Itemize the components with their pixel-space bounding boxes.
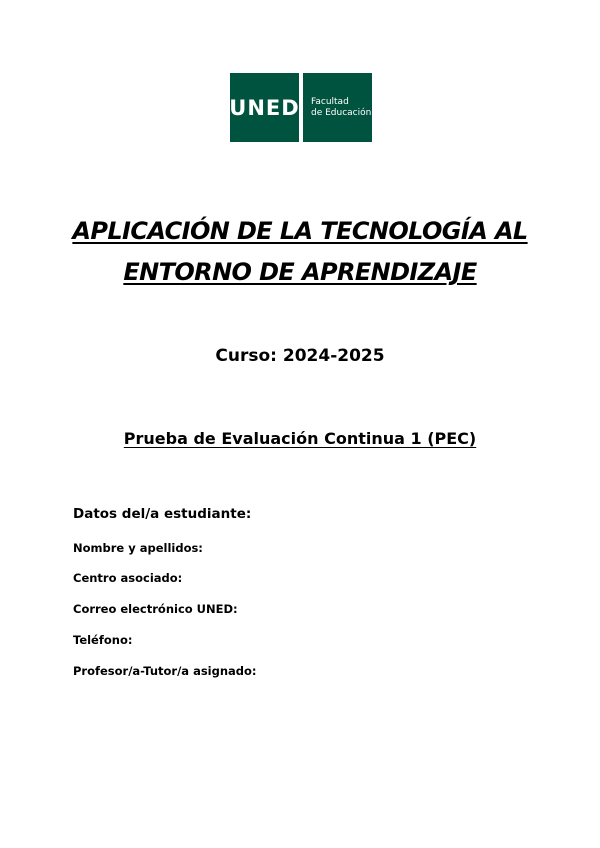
faculty-line-2: de Educación: [311, 107, 372, 118]
field-associated-center: Centro asociado:: [73, 571, 183, 585]
field-name: Nombre y apellidos:: [73, 541, 203, 555]
faculty-line-1: Facultad: [311, 96, 349, 107]
exam-title: [0, 429, 600, 448]
title-line-2: ENTORNO DE APRENDIZAJE: [123, 258, 477, 286]
student-data-heading: Datos del/a estudiante:: [73, 506, 252, 522]
uned-logo: [230, 73, 373, 142]
field-email: Correo electrónico UNED:: [73, 602, 238, 616]
field-tutor: Profesor/a-Tutor/a asignado:: [73, 664, 257, 678]
title-line-1: APLICACIÓN DE LA TECNOLOGÍA AL: [72, 217, 528, 245]
field-phone: Teléfono:: [73, 633, 133, 647]
document-title: [40, 211, 560, 293]
course-label: Curso: 2024-2025: [215, 346, 385, 366]
faculty-logo-text: [303, 73, 372, 142]
uned-logo-mark: UNED: [230, 73, 299, 142]
exam-title-text: Prueba de Evaluación Continua 1 (PEC): [123, 429, 477, 448]
